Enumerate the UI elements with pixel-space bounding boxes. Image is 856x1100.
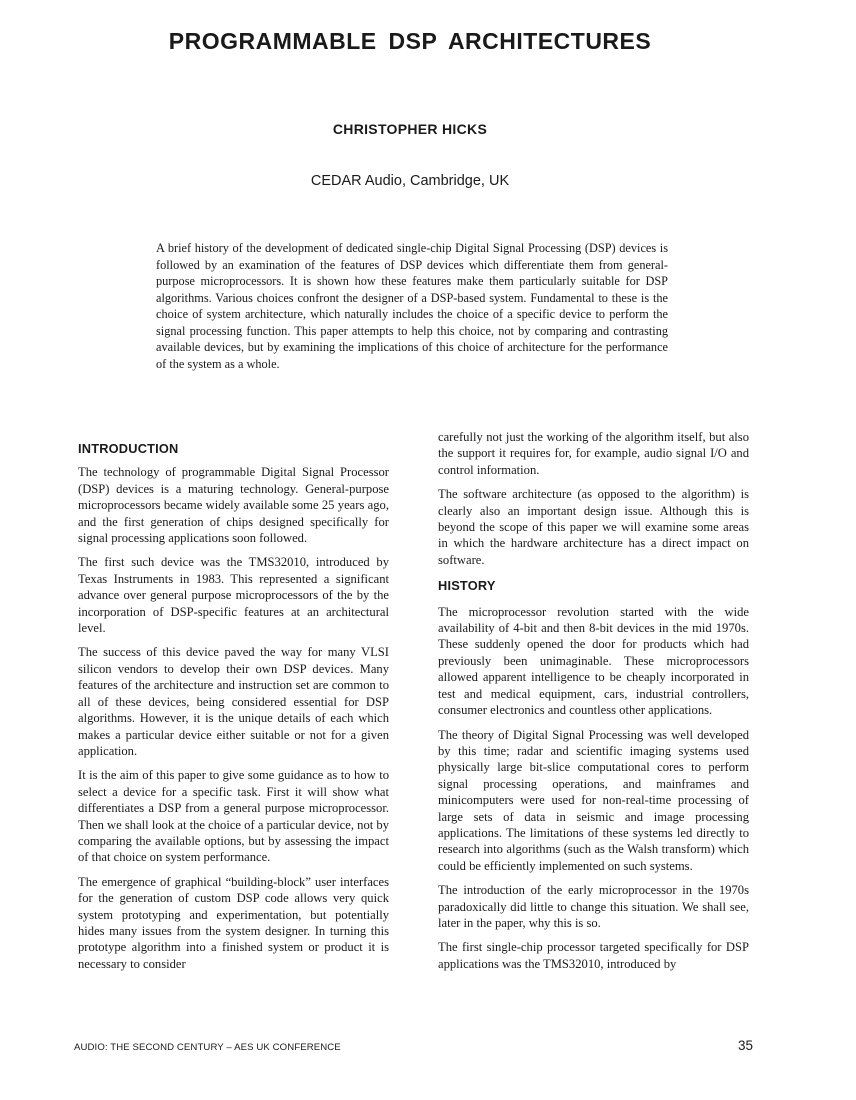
paragraph: The technology of programmable Digital Signal Processor (DSP) devices is a maturing technology. General-purpose microprocessors became widely available some 25 years ago, and the first generation of chips designed specifically for signal processing applications soon followed.	[78, 465, 389, 546]
paragraph: The first single-chip processor targeted specifically for DSP applications was the TMS32010, introduced by	[438, 940, 749, 971]
left-column	[78, 441, 389, 980]
paragraph: The theory of Digital Signal Processing was well developed by this time; radar and scientific imaging systems used physically large bit-slice computational cores to perform signal processing operations, and mainframes and minicomputers were used for non-real-time processing of large sets of data in seismic and image processing applications. The limitations of these systems led directly to research into algorithms (such as the Walsh transform) which could be efficiently implemented on such systems.	[438, 727, 749, 873]
abstract: A brief history of the development of dedicated single-chip Digital Signal Processing (DSP) devices is followed by an examination of the features of DSP devices which differentiate them from general-purpose microprocessors. It is shown how these features make them particularly suitable for DSP algorithms. Various choices confront the designer of a DSP-based system. Fundamental to these is the choice of system architecture, which naturally includes the choice of a specific device to perform the signal processing function. This paper attempts to help this choice, not by comparing and contrasting available devices, but by examining the implications of this choice of architecture for the performance of the system as a whole.	[156, 241, 668, 371]
paragraph: The software architecture (as opposed to the algorithm) is clearly also an important design issue. Although this is beyond the scope of this paper we will examine some areas in which the hardware architecture has a direct impact on software.	[438, 487, 749, 567]
page-number: 35	[738, 1038, 754, 1053]
running-footer: AUDIO: THE SECOND CENTURY – AES UK CONFERENCE	[74, 1042, 341, 1053]
paragraph: The first such device was the TMS32010, introduced by Texas Instruments in 1983. This represented a significant advance over general purpose microprocessors of the by the incorporation of DSP-specific features at an architectural level.	[78, 555, 389, 636]
paragraph: The success of this device paved the way for many VLSI silicon vendors to develop their own DSP devices. Many features of the architecture and instruction set are common to all of these devices, being considered essential for DSP algorithms. However, it is the unique details of each which makes a particular device either suitable or not for a given application.	[78, 645, 389, 758]
paragraph: The emergence of graphical “building-block” user interfaces for the generation of custom DSP code allows very quick system prototyping and experimentation, but potentially hides many issues from the system designer. In turning this prototype algorithm into a finished system or product it is necessary to consider	[78, 874, 389, 971]
section-heading-introduction: INTRODUCTION	[78, 441, 179, 456]
paragraph: The microprocessor revolution started with the wide availability of 4-bit and then 8-bit devices in the mid 1970s. These suddenly opened the door for products which had previously been unimaginable. These microprocessors allowed apparent intelligence to be cheaply incorporated in test and medical equipment, cars, industrial controllers, consumer electronics and countless other applications.	[438, 604, 749, 718]
author-name: CHRISTOPHER HICKS	[332, 121, 488, 137]
paragraph: It is the aim of this paper to give some guidance as to how to select a device for a specific task. First it will show what differentiates a DSP from a general purpose microprocessor. Then we shall look at the choice of a particular device, not by comparing the available options, but by assessing the impact of that choice on system performance.	[78, 768, 389, 865]
paragraph: carefully not just the working of the algorithm itself, but also the support it requires for, for example, audio signal I/O and control information.	[438, 430, 749, 477]
right-column	[438, 429, 749, 980]
author-affiliation: CEDAR Audio, Cambridge, UK	[310, 173, 510, 189]
paragraph: The introduction of the early microprocessor in the 1970s paradoxically did little to change this situation. We shall see, later in the paper, why this is so.	[438, 883, 749, 930]
paper-title: PROGRAMMABLE DSP ARCHITECTURES	[168, 28, 652, 54]
section-heading-history: HISTORY	[438, 578, 496, 594]
